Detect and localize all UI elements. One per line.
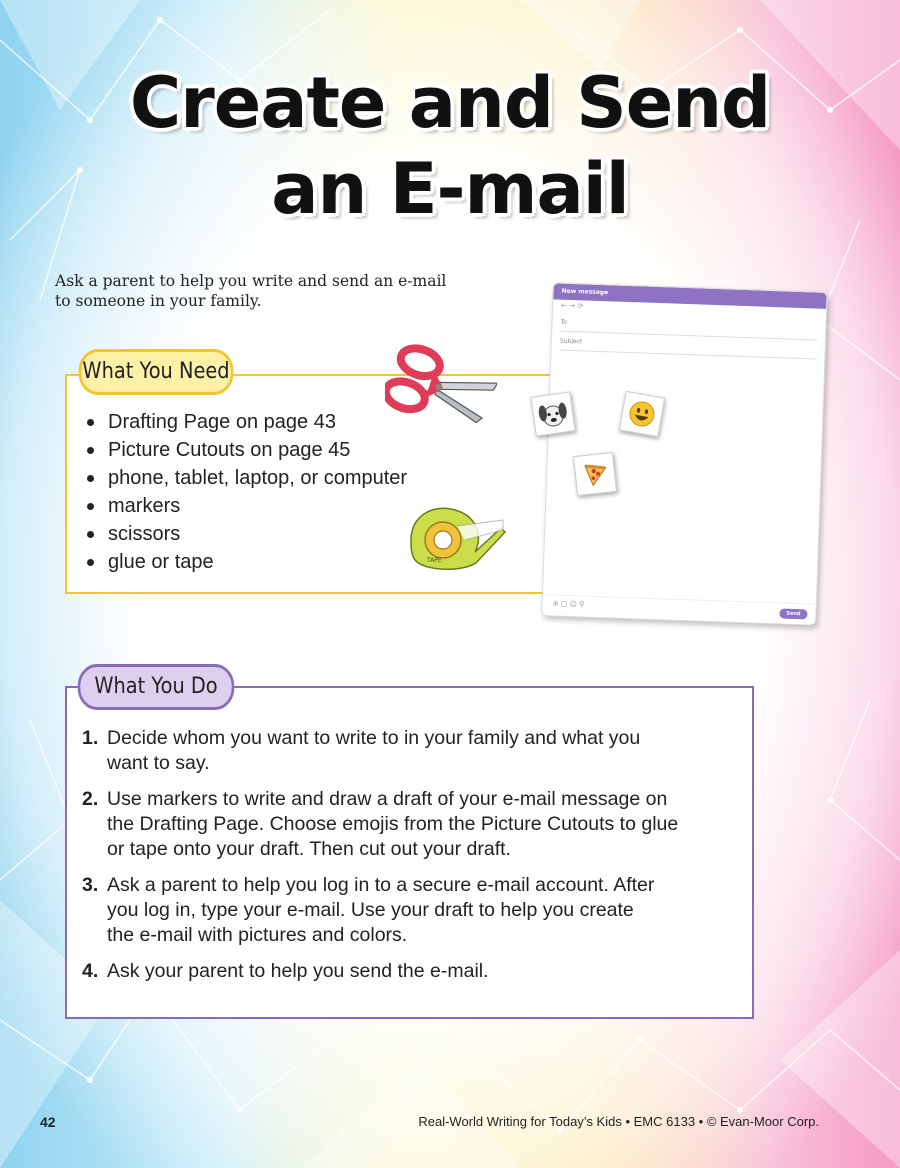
list-item: scissors: [82, 520, 407, 548]
step-number: 3.: [82, 874, 99, 896]
step-line: Ask your parent to help you send the e-mail.: [107, 960, 489, 982]
step-number: 4.: [82, 960, 99, 982]
list-item: Picture Cutouts on page 45: [82, 436, 407, 464]
tape-dispenser-icon: [405, 500, 509, 574]
dog-emoji-sticker: [530, 391, 575, 436]
intro-line-1: Ask a parent to help you write and send an e-mail: [55, 272, 447, 290]
pizza-emoji-sticker: [573, 452, 617, 496]
step-number: 1.: [82, 727, 99, 749]
intro-text: [55, 271, 495, 311]
page-title-line-2: an E-mail: [271, 148, 629, 230]
email-subject-label: Subject: [559, 337, 583, 346]
list-item: markers: [82, 492, 407, 520]
list-item: Drafting Page on page 43: [82, 408, 407, 436]
what-you-need-heading: What You Need: [79, 349, 234, 395]
email-toolbar-icons: ⊕ □ ☺ ⚲: [552, 599, 585, 609]
smiley-emoji-sticker: [619, 391, 665, 437]
what-you-do-heading: What You Do: [78, 664, 235, 710]
list-item: [82, 726, 702, 776]
step-line: Use markers to write and draw a draft of your e-mail message on: [107, 788, 668, 810]
list-item: [82, 787, 702, 862]
intro-line-2: to someone in your family.: [55, 292, 262, 310]
tape-label: TAPE: [427, 557, 442, 564]
email-send-button: Send: [779, 608, 807, 619]
step-number: 2.: [82, 788, 99, 810]
scissors-icon: [385, 344, 497, 434]
step-line: want to say.: [107, 752, 210, 774]
step-line: or tape onto your draft. Then cut out your draft.: [107, 838, 511, 860]
smiley-face-icon: [620, 392, 664, 436]
step-line: you log in, type your e-mail. Use your draft to help you create: [107, 899, 634, 921]
email-window-title: New message: [553, 283, 826, 309]
list-item: [82, 959, 702, 984]
step-line: Decide whom you want to write to in your family and what you: [107, 727, 641, 749]
list-item: glue or tape: [82, 548, 407, 576]
list-item: phone, tablet, laptop, or computer: [82, 464, 407, 492]
step-line: the e-mail with pictures and colors.: [107, 924, 408, 946]
step-line: Ask a parent to help you log in to a secure e-mail account. After: [107, 874, 655, 896]
email-to-label: To: [560, 318, 567, 326]
pizza-slice-icon: [574, 453, 616, 495]
page-number: 42: [40, 1114, 56, 1130]
dog-face-icon: [532, 393, 575, 436]
footer-credit: Real-World Writing for Today’s Kids • EMC 6133 • © Evan-Moor Corp.: [418, 1114, 819, 1129]
page-title-line-1: Create and Send: [129, 62, 771, 144]
email-nav-arrows-icon: ← → ⟳: [560, 301, 584, 311]
step-line: the Drafting Page. Choose emojis from the Picture Cutouts to glue: [107, 813, 679, 835]
what-you-need-list: [82, 408, 407, 576]
list-item: [82, 873, 702, 948]
what-you-do-steps: [82, 726, 702, 995]
